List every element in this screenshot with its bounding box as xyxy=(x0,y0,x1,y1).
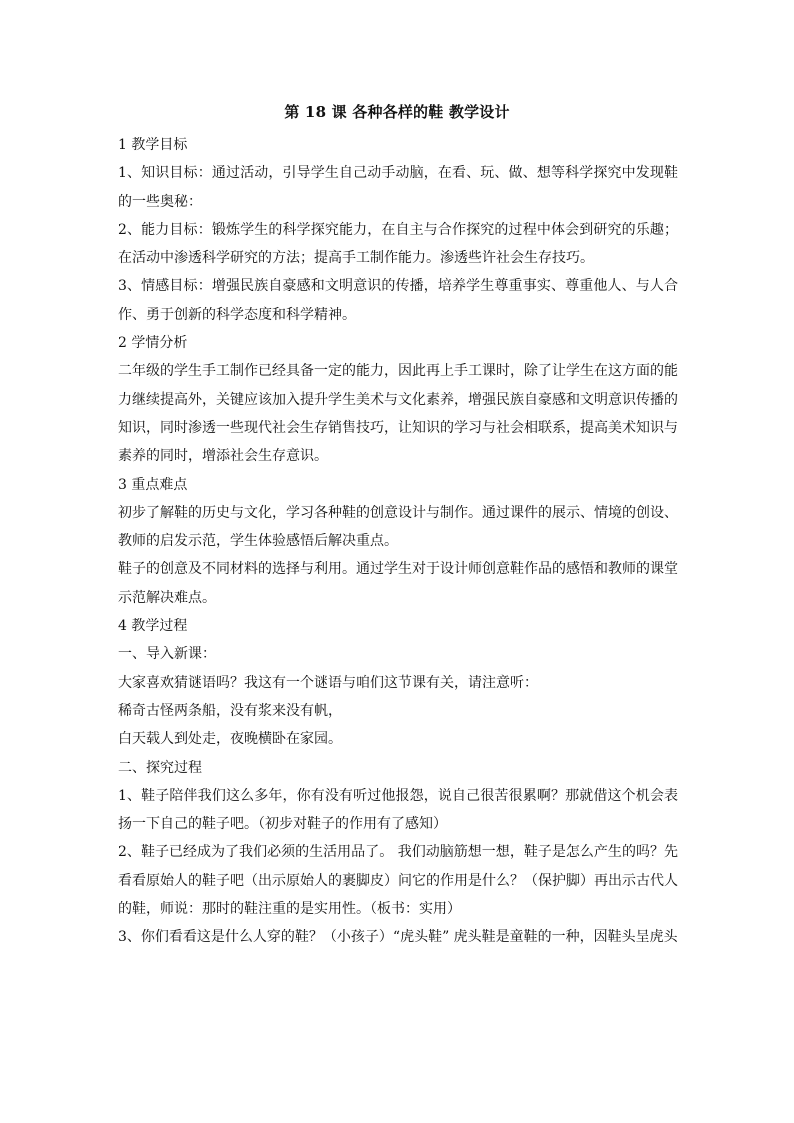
paragraph-emotion-goal: 3、情感目标：增强民族自豪感和文明意识的传播，培养学生尊重事实、尊重他人、与人合作、勇于创新的科学态度和科学精神。 xyxy=(118,278,678,323)
subheading-introduction: 一、导入新课： xyxy=(118,646,216,663)
riddle-line-1: 稀奇古怪两条船，没有浆来没有帆， xyxy=(118,702,342,719)
document-title: 第 18 课 各种各样的鞋 教学设计 xyxy=(284,103,510,121)
paragraph-ability-goal: 2、能力目标：锻炼学生的科学探究能力，在自主与合作探究的过程中体会到研究的乐趣；在活动中渗透科学研究的方法；提高手工制作能力。渗透些许社会生存技巧。 xyxy=(118,221,678,267)
riddle-line-2: 白天载人到处走，夜晚横卧在家园。 xyxy=(118,731,342,748)
section-heading-process: 4 教学过程 xyxy=(118,618,188,635)
paragraph-exploration-3: 3、你们看看这是什么人穿的鞋？（小孩子）“虎头鞋” 虎头鞋是童鞋的一种，因鞋头呈虎头 xyxy=(118,929,678,946)
paragraph-exploration-1: 1、鞋子陪伴我们这么多年，你有没有听过他报怨，说自己很苦很累啊？那就借这个机会表扬一下自己的鞋子吧。（初步对鞋子的作用有了感知） xyxy=(118,787,678,833)
paragraph-exploration-2: 2、鞋子已经成为了我们必须的生活用品了。 我们动脑筋想一想，鞋子是怎么产生的吗？先看看原始人的鞋子吧（出示原始人的裹脚皮）问它的作用是什么？（保护脚）再出示古代人的鞋，师说：那时的鞋注重的是实用性。（板书：实用） xyxy=(118,844,678,918)
paragraph-difficult-point: 鞋子的创意及不同材料的选择与利用。通过学生对于设计师创意鞋作品的感悟和教师的课堂示范解决难点。 xyxy=(118,561,678,606)
section-heading-key-points: 3 重点难点 xyxy=(118,476,188,493)
document-body xyxy=(118,131,678,952)
paragraph-riddle-intro: 大家喜欢猜谜语吗？我这有一个谜语与咱们这节课有关，请注意听： xyxy=(118,674,538,691)
subheading-exploration: 二、探究过程 xyxy=(118,759,202,776)
paragraph-student-analysis: 二年级的学生手工制作已经具备一定的能力，因此再上手工课时，除了让学生在这方面的能力继续提高外，关键应该加入提升学生美术与文化素养，增强民族自豪感和文明意识传播的知识，同时渗透一些现代社会生存销售技巧，让知识的学习与社会相联系，提高美术知识与素养的同时，增添社会生存意识。 xyxy=(118,363,678,465)
section-heading-student-analysis: 2 学情分析 xyxy=(118,335,188,352)
paragraph-key-point: 初步了解鞋的历史与文化，学习各种鞋的创意设计与制作。通过课件的展示、情境的创设、教师的启发示范，学生体验感悟后解决重点。 xyxy=(118,504,678,550)
paragraph-knowledge-goal: 1、知识目标：通过活动，引导学生自己动手动脑，在看、玩、做、想等科学探究中发现鞋的一些奥秘： xyxy=(118,165,678,210)
section-heading-objectives: 1 教学目标 xyxy=(118,137,188,153)
